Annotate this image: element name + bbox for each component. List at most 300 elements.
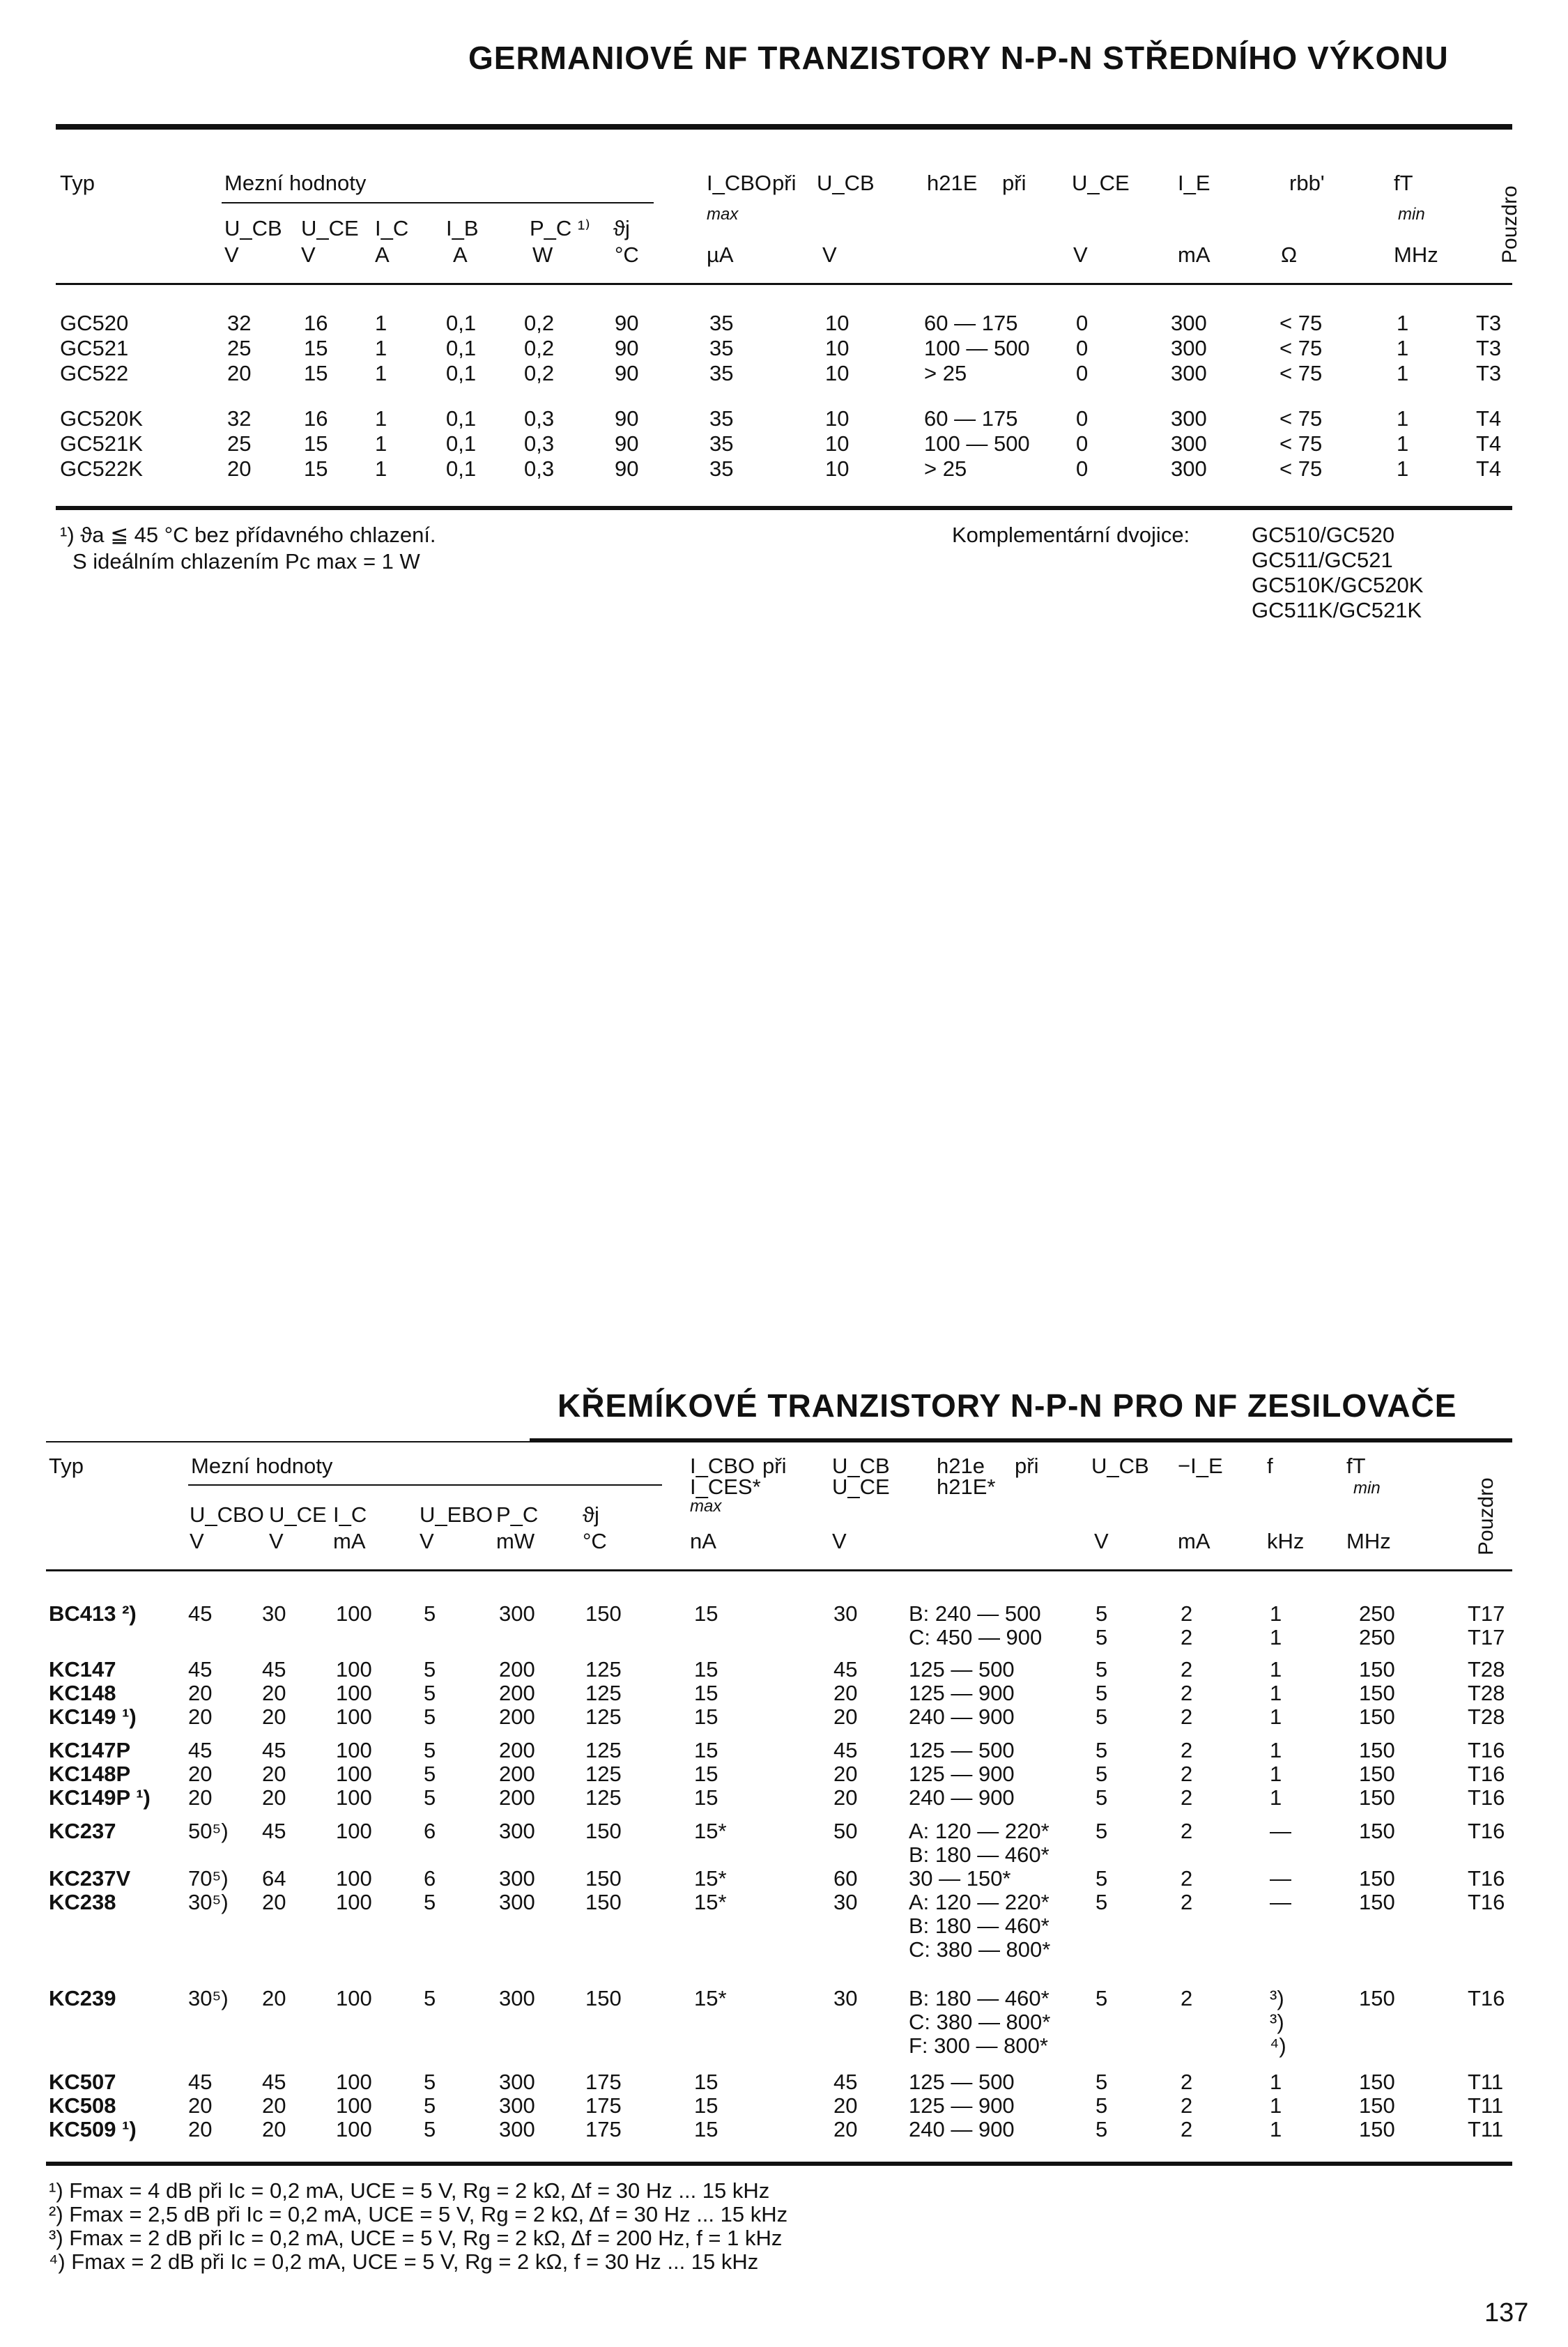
s2-unit: MHz (1346, 1529, 1391, 1553)
s2-table-cell: 45 (833, 2070, 858, 2094)
s2-table-cell: 45 (262, 1657, 286, 1682)
s2-table-cell: 15 (694, 2093, 718, 2118)
s2-table-cell: 5 (1096, 1601, 1108, 1626)
s1-table-cell: 10 (825, 361, 850, 385)
s2-footnote-3: ³) Fmax = 2 dB při Ic = 0,2 mA, UCE = 5 V, Rg = 2 kΩ, Δf = 200 Hz, f = 1 kHz (49, 2226, 783, 2250)
s2-table-cell: 30 — 150* (909, 1866, 1011, 1891)
s2-table-cell: 15* (694, 1819, 727, 1843)
s1-hdr-pc: P_C ¹⁾ (530, 216, 590, 240)
s2-table-cell: 100 (336, 2117, 372, 2141)
s2-table-cell: 100 (336, 1890, 372, 1914)
s2-table-cell: 15 (694, 1738, 718, 1762)
s2-table-cell: 1 (1270, 1785, 1282, 1810)
s1-table-cell: 1 (375, 431, 387, 456)
s2-table-cell: ³) (1270, 1986, 1284, 2010)
s2-cell-typ: KC507 (49, 2070, 116, 2094)
s2-table-cell: 2 (1181, 1657, 1193, 1682)
s1-table-cell: 1 (1397, 431, 1409, 456)
s2-table-cell: 5 (424, 1657, 436, 1682)
s2-hdr-theta: ϑj (583, 1502, 599, 1527)
s2-table-cell: 20 (262, 1785, 286, 1810)
s2-table-cell: C: 450 — 900 (909, 1625, 1043, 1649)
s2-cell-typ: KC147P (49, 1738, 131, 1762)
s1-table-cell: 15 (304, 336, 328, 360)
s2-table-cell: 45 (833, 1738, 858, 1762)
s2-hdr-ic: I_C (333, 1502, 367, 1527)
s1-hdr-ie: I_E (1178, 171, 1210, 195)
s2-table-cell: 20 (188, 1681, 213, 1705)
s2-table-cell: 70⁵) (188, 1866, 229, 1891)
s2-table-cell: 125 — 900 (909, 1681, 1015, 1705)
s2-table-cell: 5 (1096, 1819, 1108, 1843)
s2-cell-typ: KC237V (49, 1866, 131, 1891)
s1-table-cell: 1 (375, 336, 387, 360)
s2-table-cell: B: 180 — 460* (909, 1986, 1050, 2010)
s2-unit: kHz (1267, 1529, 1305, 1553)
s2-table-cell: 2 (1181, 1785, 1193, 1810)
s2-hdr-pouzdro: Pouzdro (1475, 1477, 1498, 1555)
s2-table-cell: 15 (694, 1657, 718, 1682)
s2-cell-typ: KC509 ¹) (49, 2117, 137, 2141)
s2-table-cell: 1 (1270, 2117, 1282, 2141)
s2-unit: V (832, 1529, 847, 1553)
s1-table-cell: 0,3 (524, 431, 555, 456)
s1-table-cell: < 75 (1279, 406, 1323, 431)
s2-table-cell: 20 (188, 2117, 213, 2141)
s1-hdr-mezni-rule (222, 202, 654, 203)
s2-table-cell: 5 (1096, 2093, 1108, 2118)
s2-table-cell: 300 (499, 2093, 535, 2118)
section2-title: KŘEMÍKOVÉ TRANZISTORY N-P-N PRO NF ZESILOVAČE (558, 1387, 1457, 1424)
s1-table-cell: 15 (304, 431, 328, 456)
s1-table-cell: 10 (825, 311, 850, 335)
s2-table-cell: 125 — 900 (909, 1762, 1015, 1786)
s2-table-cell: 100 (336, 1785, 372, 1810)
s2-footnote-4: ⁴) Fmax = 2 dB při Ic = 0,2 mA, UCE = 5 V, Rg = 2 kΩ, f = 30 Hz ... 15 kHz (49, 2249, 759, 2274)
s1-hdr-uce: U_CE (301, 216, 359, 240)
s2-table-cell: 100 (336, 1601, 372, 1626)
s1-table-cell: 35 (709, 406, 734, 431)
s2-table-cell: 2 (1181, 1762, 1193, 1786)
s1-table-cell: < 75 (1279, 311, 1323, 335)
s2-unit: nA (690, 1529, 716, 1553)
s2-table-cell: 150 (1359, 1657, 1395, 1682)
s1-table-cell: T3 (1476, 336, 1502, 360)
s2-cell-typ: KC148 (49, 1681, 116, 1705)
s1-komplementarni-1: GC510/GC520 (1252, 523, 1395, 547)
s1-hdr-h21e: h21E (927, 171, 978, 195)
s2-hdr-icbo: I_CBO (690, 1454, 755, 1478)
s2-table-cell: 125 (585, 1681, 622, 1705)
s1-table-cell: 15 (304, 456, 328, 481)
s2-cell-typ: KC237 (49, 1819, 116, 1843)
s1-table-cell: 10 (825, 456, 850, 481)
s2-hdr-min: min (1353, 1479, 1381, 1498)
s2-table-cell: 45 (833, 1657, 858, 1682)
s2-table-cell: 200 (499, 1762, 535, 1786)
s2-table-cell: 125 (585, 1705, 622, 1729)
s2-table-cell: 150 (585, 1986, 622, 2010)
s1-table-cell: 90 (615, 336, 639, 360)
s1-table-cell: 0,2 (524, 336, 555, 360)
s2-table-cell: 5 (424, 1681, 436, 1705)
s2-table-cell: 45 (188, 1657, 213, 1682)
s2-table-cell: 20 (188, 1785, 213, 1810)
s1-table-cell: 35 (709, 336, 734, 360)
s2-table-cell: 30⁵) (188, 1986, 229, 2010)
s2-unit: V (269, 1529, 284, 1553)
s2-cell-typ: KC239 (49, 1986, 116, 2010)
s2-table-cell: 5 (424, 2070, 436, 2094)
s2-table-cell: 125 (585, 1657, 622, 1682)
s2-table-cell: C: 380 — 800* (909, 1937, 1051, 1962)
s2-table-cell: 15 (694, 2117, 718, 2141)
section2-header-rule (46, 1569, 1512, 1571)
s2-table-cell: 150 (1359, 1705, 1395, 1729)
s2-table-cell: 300 (499, 2070, 535, 2094)
s1-unit: µA (707, 243, 734, 267)
s2-table-cell: 150 (1359, 1819, 1395, 1843)
s2-table-cell: 20 (833, 1705, 858, 1729)
s2-table-cell: 20 (833, 2093, 858, 2118)
s2-table-cell: 2 (1181, 1738, 1193, 1762)
s1-hdr-ic: I_C (375, 216, 409, 240)
s2-table-cell: 1 (1270, 2070, 1282, 2094)
s1-table-cell: 20 (227, 456, 252, 481)
s2-unit: V (1094, 1529, 1109, 1553)
s2-table-cell: T28 (1468, 1681, 1505, 1705)
s2-footnote-1: ¹) Fmax = 4 dB při Ic = 0,2 mA, UCE = 5 V, Rg = 2 kΩ, Δf = 30 Hz ... 15 kHz (49, 2178, 770, 2203)
s1-cell-typ: GC520K (60, 406, 143, 431)
s1-footnote-1: ¹) ϑa ≦ 45 °C bez přídavného chlazení. (60, 523, 436, 547)
section1-title: GERMANIOVÉ NF TRANZISTORY N-P-N STŘEDNÍHO VÝKONU (468, 40, 1449, 76)
s2-table-cell: 150 (585, 1601, 622, 1626)
s1-hdr-ft: fT (1394, 171, 1413, 195)
s2-hdr-ucbo: U_CBO (190, 1502, 264, 1527)
s2-table-cell: 2 (1181, 2070, 1193, 2094)
s1-table-cell: < 75 (1279, 456, 1323, 481)
s2-hdr-ices: I_CES* (690, 1475, 761, 1499)
s2-table-cell: 300 (499, 1601, 535, 1626)
s2-table-cell: 100 (336, 1657, 372, 1682)
s1-hdr-theta: ϑj (613, 216, 630, 240)
s2-table-cell: 125 (585, 1785, 622, 1810)
s1-table-cell: > 25 (924, 456, 967, 481)
s2-table-cell: 175 (585, 2070, 622, 2094)
s2-table-cell: 5 (424, 2117, 436, 2141)
s2-table-cell: 250 (1359, 1601, 1395, 1626)
s2-table-cell: 45 (188, 2070, 213, 2094)
s2-table-cell: 150 (1359, 1986, 1395, 2010)
s1-table-cell: 1 (1397, 311, 1409, 335)
s1-table-cell: 90 (615, 406, 639, 431)
s1-table-cell: < 75 (1279, 336, 1323, 360)
s1-table-cell: 25 (227, 431, 252, 456)
section1-bottom-rule (56, 506, 1512, 510)
s2-table-cell: — (1270, 1866, 1291, 1891)
s2-table-cell: T28 (1468, 1705, 1505, 1729)
s1-komplementarni-2: GC511/GC521 (1252, 548, 1393, 572)
s2-table-cell: 30 (833, 1601, 858, 1626)
s1-hdr-ucb2: U_CB (817, 171, 875, 195)
s1-table-cell: T4 (1476, 406, 1502, 431)
s1-komplementarni-3: GC510K/GC520K (1252, 573, 1424, 597)
s2-table-cell: 64 (262, 1866, 286, 1891)
s2-table-cell: 20 (262, 2093, 286, 2118)
s1-table-cell: 16 (304, 311, 328, 335)
s1-table-cell: 300 (1171, 456, 1207, 481)
s1-unit: A (375, 243, 390, 267)
s2-table-cell: 20 (833, 1762, 858, 1786)
s2-table-cell: 300 (499, 1819, 535, 1843)
s2-hdr-uce: U_CE (269, 1502, 327, 1527)
s2-table-cell: 1 (1270, 1681, 1282, 1705)
s2-table-cell: 5 (424, 2093, 436, 2118)
s2-table-cell: 2 (1181, 1819, 1193, 1843)
s1-table-cell: 0,1 (446, 311, 477, 335)
s2-unit: mA (1178, 1529, 1210, 1553)
s2-table-cell: 20 (262, 1890, 286, 1914)
s1-table-cell: 0,1 (446, 361, 477, 385)
s2-hdr-pri1: při (762, 1454, 787, 1478)
s1-hdr-ib: I_B (446, 216, 479, 240)
s1-table-cell: 60 — 175 (924, 311, 1018, 335)
s1-unit: °C (615, 243, 639, 267)
s2-hdr-uebo: U_EBO (420, 1502, 493, 1527)
s2-table-cell: 6 (424, 1866, 436, 1891)
s2-table-cell: 1 (1270, 1625, 1282, 1649)
s1-table-cell: 100 — 500 (924, 431, 1030, 456)
s2-table-cell: 20 (262, 1705, 286, 1729)
s2-table-cell: 200 (499, 1657, 535, 1682)
s1-cell-typ: GC520 (60, 311, 129, 335)
s2-table-cell: 100 (336, 1762, 372, 1786)
s2-table-cell: 150 (1359, 1866, 1395, 1891)
s2-unit: V (190, 1529, 204, 1553)
s2-hdr-h21E: h21E* (937, 1475, 996, 1499)
s2-table-cell: 125 — 500 (909, 1738, 1015, 1762)
s2-table-cell: 300 (499, 1986, 535, 2010)
s2-table-cell: 2 (1181, 2093, 1193, 2118)
s2-table-cell: 200 (499, 1785, 535, 1810)
s2-table-cell: 60 (833, 1866, 858, 1891)
s2-cell-typ: KC238 (49, 1890, 116, 1914)
s1-table-cell: 0 (1076, 311, 1089, 335)
s2-table-cell: 2 (1181, 1681, 1193, 1705)
s2-table-cell: 5 (424, 1762, 436, 1786)
s2-table-cell: T16 (1468, 1866, 1505, 1891)
s2-table-cell: 100 (336, 1705, 372, 1729)
s1-table-cell: 10 (825, 406, 850, 431)
s2-table-cell: 150 (585, 1819, 622, 1843)
s2-cell-typ: KC148P (49, 1762, 131, 1786)
s2-table-cell: 200 (499, 1738, 535, 1762)
s1-table-cell: 300 (1171, 311, 1207, 335)
s1-table-cell: 300 (1171, 406, 1207, 431)
s2-table-cell: T17 (1468, 1625, 1505, 1649)
s1-komplementarni-label: Komplementární dvojice: (952, 523, 1190, 547)
s1-table-cell: 35 (709, 431, 734, 456)
s2-table-cell: 5 (424, 1890, 436, 1914)
s2-table-cell: 5 (1096, 1986, 1108, 2010)
s1-table-cell: 100 — 500 (924, 336, 1030, 360)
s1-table-cell: 300 (1171, 431, 1207, 456)
s1-table-cell: < 75 (1279, 361, 1323, 385)
s2-table-cell: 150 (1359, 1785, 1395, 1810)
s2-hdr-pc: P_C (496, 1502, 539, 1527)
s2-table-cell: 5 (1096, 2117, 1108, 2141)
s2-table-cell: 20 (262, 1762, 286, 1786)
s2-table-cell: T17 (1468, 1601, 1505, 1626)
s2-table-cell: 30 (833, 1890, 858, 1914)
s2-table-cell: B: 240 — 500 (909, 1601, 1041, 1626)
s1-komplementarni-4: GC511K/GC521K (1252, 598, 1422, 622)
s2-table-cell: 5 (1096, 1762, 1108, 1786)
s1-hdr-ucb: U_CB (224, 216, 282, 240)
s2-table-cell: 100 (336, 2093, 372, 2118)
s2-table-cell: B: 180 — 460* (909, 1842, 1050, 1867)
s1-unit: A (453, 243, 468, 267)
s2-table-cell: 2 (1181, 1625, 1193, 1649)
s1-table-cell: 1 (375, 456, 387, 481)
s1-table-cell: 35 (709, 456, 734, 481)
s2-unit: mA (333, 1529, 366, 1553)
s1-hdr-icbo: I_CBO (707, 171, 772, 195)
s2-table-cell: 15 (694, 2070, 718, 2094)
s2-table-cell: 5 (1096, 1705, 1108, 1729)
s2-table-cell: 100 (336, 2070, 372, 2094)
s2-table-cell: 125 (585, 1762, 622, 1786)
s2-table-cell: 2 (1181, 1601, 1193, 1626)
s1-hdr-uce2: U_CE (1072, 171, 1130, 195)
s1-table-cell: 0,1 (446, 336, 477, 360)
s1-table-cell: 16 (304, 406, 328, 431)
s2-table-cell: 150 (1359, 1890, 1395, 1914)
s1-unit: V (224, 243, 239, 267)
s1-unit: MHz (1394, 243, 1438, 267)
s1-table-cell: 25 (227, 336, 252, 360)
s1-hdr-pri1: při (772, 171, 797, 195)
s2-table-cell: 125 — 500 (909, 2070, 1015, 2094)
s2-table-cell: 300 (499, 2117, 535, 2141)
s2-table-cell: 150 (1359, 2093, 1395, 2118)
s2-table-cell: 1 (1270, 1762, 1282, 1786)
s2-cell-typ: KC149P ¹) (49, 1785, 151, 1810)
s2-table-cell: 175 (585, 2117, 622, 2141)
s2-table-cell: 150 (1359, 1762, 1395, 1786)
s2-table-cell: 5 (1096, 1866, 1108, 1891)
s1-footnote-2: S ideálním chlazením Pc max = 1 W (72, 549, 420, 574)
s1-table-cell: 1 (375, 361, 387, 385)
s2-table-cell: T16 (1468, 1890, 1505, 1914)
s2-table-cell: T16 (1468, 1738, 1505, 1762)
section2-bottom-rule (46, 2162, 1512, 2166)
s2-table-cell: 15 (694, 1705, 718, 1729)
s2-table-cell: 150 (1359, 2117, 1395, 2141)
s2-table-cell: 20 (833, 2117, 858, 2141)
s1-hdr-max: max (707, 205, 739, 224)
s2-table-cell: 15 (694, 1785, 718, 1810)
s1-unit: W (532, 243, 553, 267)
s2-table-cell: 250 (1359, 1625, 1395, 1649)
s2-table-cell: 1 (1270, 1705, 1282, 1729)
s2-hdr-mezni: Mezní hodnoty (191, 1454, 333, 1478)
s2-table-cell: 240 — 900 (909, 2117, 1015, 2141)
s2-table-cell: 15* (694, 1986, 727, 2010)
s2-table-cell: 15 (694, 1762, 718, 1786)
s2-table-cell: 45 (262, 1738, 286, 1762)
s2-table-cell: 15 (694, 1681, 718, 1705)
s2-table-cell: 50⁵) (188, 1819, 229, 1843)
s1-table-cell: 300 (1171, 361, 1207, 385)
s2-table-cell: T11 (1468, 2117, 1504, 2141)
s2-cell-typ: KC149 ¹) (49, 1705, 137, 1729)
s1-table-cell: 1 (375, 311, 387, 335)
s1-table-cell: 0,1 (446, 431, 477, 456)
s2-table-cell: 2 (1181, 2117, 1193, 2141)
s2-table-cell: 20 (188, 1762, 213, 1786)
s1-table-cell: 0,3 (524, 456, 555, 481)
s1-hdr-pri2: při (1002, 171, 1027, 195)
s2-table-cell: 45 (188, 1601, 213, 1626)
s1-table-cell: T4 (1476, 431, 1502, 456)
s2-table-cell: T16 (1468, 1986, 1505, 2010)
s1-table-cell: 0 (1076, 406, 1089, 431)
s2-table-cell: 45 (262, 2070, 286, 2094)
s1-table-cell: 1 (1397, 336, 1409, 360)
s2-table-cell: 30⁵) (188, 1890, 229, 1914)
s1-unit: V (301, 243, 316, 267)
s2-table-cell: 125 (585, 1738, 622, 1762)
s2-table-cell: T16 (1468, 1762, 1505, 1786)
s2-table-cell: 125 — 900 (909, 2093, 1015, 2118)
s2-table-cell: 100 (336, 1986, 372, 2010)
s2-table-cell: 5 (1096, 1738, 1108, 1762)
section2-top-rule (46, 1441, 1512, 1442)
s1-table-cell: 32 (227, 406, 252, 431)
s2-table-cell: 1 (1270, 1601, 1282, 1626)
s1-unit: Ω (1281, 243, 1298, 267)
s2-table-cell: 2 (1181, 1705, 1193, 1729)
s2-table-cell: 100 (336, 1738, 372, 1762)
s2-table-cell: 100 (336, 1819, 372, 1843)
s2-table-cell: 6 (424, 1819, 436, 1843)
s1-table-cell: 35 (709, 361, 734, 385)
s1-cell-typ: GC521 (60, 336, 129, 360)
s2-hdr-max: max (690, 1497, 722, 1516)
s2-table-cell: C: 380 — 800* (909, 2010, 1051, 2034)
s1-table-cell: 0 (1076, 431, 1089, 456)
s2-table-cell: 5 (1096, 1657, 1108, 1682)
s1-cell-typ: GC521K (60, 431, 143, 456)
s2-hdr-ft: fT (1346, 1454, 1366, 1478)
s2-table-cell: 200 (499, 1705, 535, 1729)
s2-table-cell: 2 (1181, 1890, 1193, 1914)
s2-table-cell: 1 (1270, 1657, 1282, 1682)
s2-unit: mW (496, 1529, 535, 1553)
s2-hdr-uce2: U_CE (832, 1475, 890, 1499)
s2-cell-typ: BC413 ²) (49, 1601, 137, 1626)
s2-hdr-mezni-rule (188, 1484, 662, 1486)
s2-table-cell: 30 (262, 1601, 286, 1626)
s1-hdr-rbb: rbb' (1289, 171, 1325, 195)
s2-table-cell: 5 (1096, 1625, 1108, 1649)
s2-table-cell: 240 — 900 (909, 1705, 1015, 1729)
s2-table-cell: 20 (833, 1785, 858, 1810)
s1-table-cell: > 25 (924, 361, 967, 385)
s2-table-cell: 5 (1096, 2070, 1108, 2094)
s1-cell-typ: GC522 (60, 361, 129, 385)
